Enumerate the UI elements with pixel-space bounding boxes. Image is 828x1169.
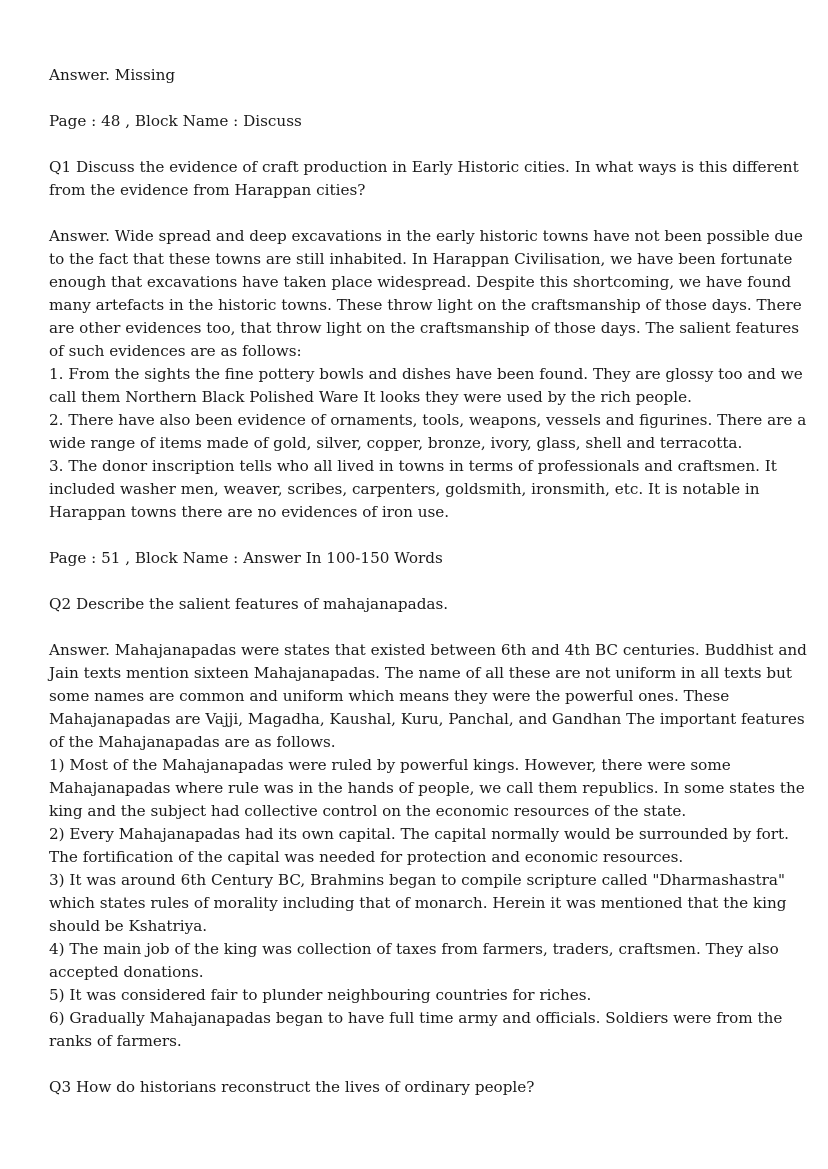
question-3 [49, 1076, 779, 1099]
question-1-line: from the evidence from Harappan cities? [49, 181, 366, 199]
answer-2-line: The fortification of the capital was needed for protection and economic resources. [49, 848, 684, 866]
answer-1-line: Answer. Wide spread and deep excavations in the early historic towns have not been possible due [49, 227, 803, 245]
answer-1-line: enough that excavations have taken place widespread. Despite this shortcoming, we have found [49, 273, 792, 291]
answer-2-line: 6) Gradually Mahajanapadas began to have full time army and officials. Soldiers were from the [49, 1009, 783, 1027]
answer-2-line: 2) Every Mahajanapadas had its own capital. The capital normally would be surrounded by fort. [49, 825, 789, 843]
answer-2-line: Jain texts mention sixteen Mahajanapadas. The name of all these are not uniform in all texts but [49, 664, 792, 682]
question-1-line: Q1 Discuss the evidence of craft production in Early Historic cities. In what ways is this different [49, 158, 799, 176]
question-3-text: Q3 How do historians reconstruct the lives of ordinary people? [49, 1078, 535, 1096]
page-48-header: Page : 48 , Block Name : Discuss [49, 112, 302, 130]
answer-2-line: some names are common and uniform which means they were the powerful ones. These [49, 687, 730, 705]
answer-1-line: to the fact that these towns are still inhabited. In Harappan Civilisation, we have been fortunate [49, 250, 793, 268]
answer-2-line: accepted donations. [49, 963, 204, 981]
answer-1-line: 2. There have also been evidence of ornaments, tools, weapons, vessels and figurines. There are a [49, 411, 807, 429]
answer-1-line: many artefacts in the historic towns. These throw light on the craftsmanship of those days. There [49, 296, 802, 314]
answer-1-line: wide range of items made of gold, silver, copper, bronze, ivory, glass, shell and terracotta. [49, 434, 743, 452]
answer-2-line: ranks of farmers. [49, 1032, 182, 1050]
answer-2-line: should be Kshatriya. [49, 917, 208, 935]
answer-1 [49, 225, 807, 524]
answer-2-line: which states rules of morality including that of monarch. Herein it was mentioned that the king [49, 894, 787, 912]
answer-2-line: Mahajanapadas where rule was in the hands of people, we call them republics. In some states the [49, 779, 805, 797]
question-1 [49, 156, 799, 202]
answer-1-line: call them Northern Black Polished Ware It looks they were used by the rich people. [49, 388, 692, 406]
answer-1-line: Harappan towns there are no evidences of iron use. [49, 503, 450, 521]
answer-2-line: Mahajanapadas are Vajji, Magadha, Kaushal, Kuru, Panchal, and Gandhan The important features [49, 710, 805, 728]
answer-1-line: included washer men, weaver, scribes, carpenters, goldsmith, ironsmith, etc. It is notable in [49, 480, 760, 498]
page-51-header-block [49, 547, 779, 570]
answer-1-line: 1. From the sights the fine pottery bowls and dishes have been found. They are glossy too and we [49, 365, 803, 383]
answer-2-line: Answer. Mahajanapadas were states that existed between 6th and 4th BC centuries. Buddhist and [49, 641, 807, 659]
page-51-header: Page : 51 , Block Name : Answer In 100-150 Words [49, 549, 443, 567]
answer-1-line: 3. The donor inscription tells who all lived in towns in terms of professionals and craftsmen. It [49, 457, 777, 475]
answer-2-line: 1) Most of the Mahajanapadas were ruled by powerful kings. However, there were some [49, 756, 731, 774]
answer-1-line: are other evidences too, that throw light on the craftsmanship of those days. The salient features [49, 319, 800, 337]
question-2-text: Q2 Describe the salient features of mahajanapadas. [49, 595, 449, 613]
answer-2-line: of the Mahajanapadas are as follows. [49, 733, 336, 751]
document-page [49, 64, 807, 1122]
answer-2-line: king and the subject had collective control on the economic resources of the state. [49, 802, 687, 820]
answer-2-line: 5) It was considered fair to plunder neighbouring countries for riches. [49, 986, 592, 1004]
answer-missing-block [49, 64, 779, 87]
answer-2-line: 4) The main job of the king was collection of taxes from farmers, traders, craftsmen. They also [49, 940, 779, 958]
page-48-header-block [49, 110, 779, 133]
answer-2 [49, 639, 807, 1053]
answer-2-line: 3) It was around 6th Century BC, Brahmins began to compile scripture called "Dharmashastra" [49, 871, 785, 889]
answer-1-line: of such evidences are as follows: [49, 342, 302, 360]
question-2 [49, 593, 779, 616]
answer-missing-text: Answer. Missing [49, 66, 176, 84]
